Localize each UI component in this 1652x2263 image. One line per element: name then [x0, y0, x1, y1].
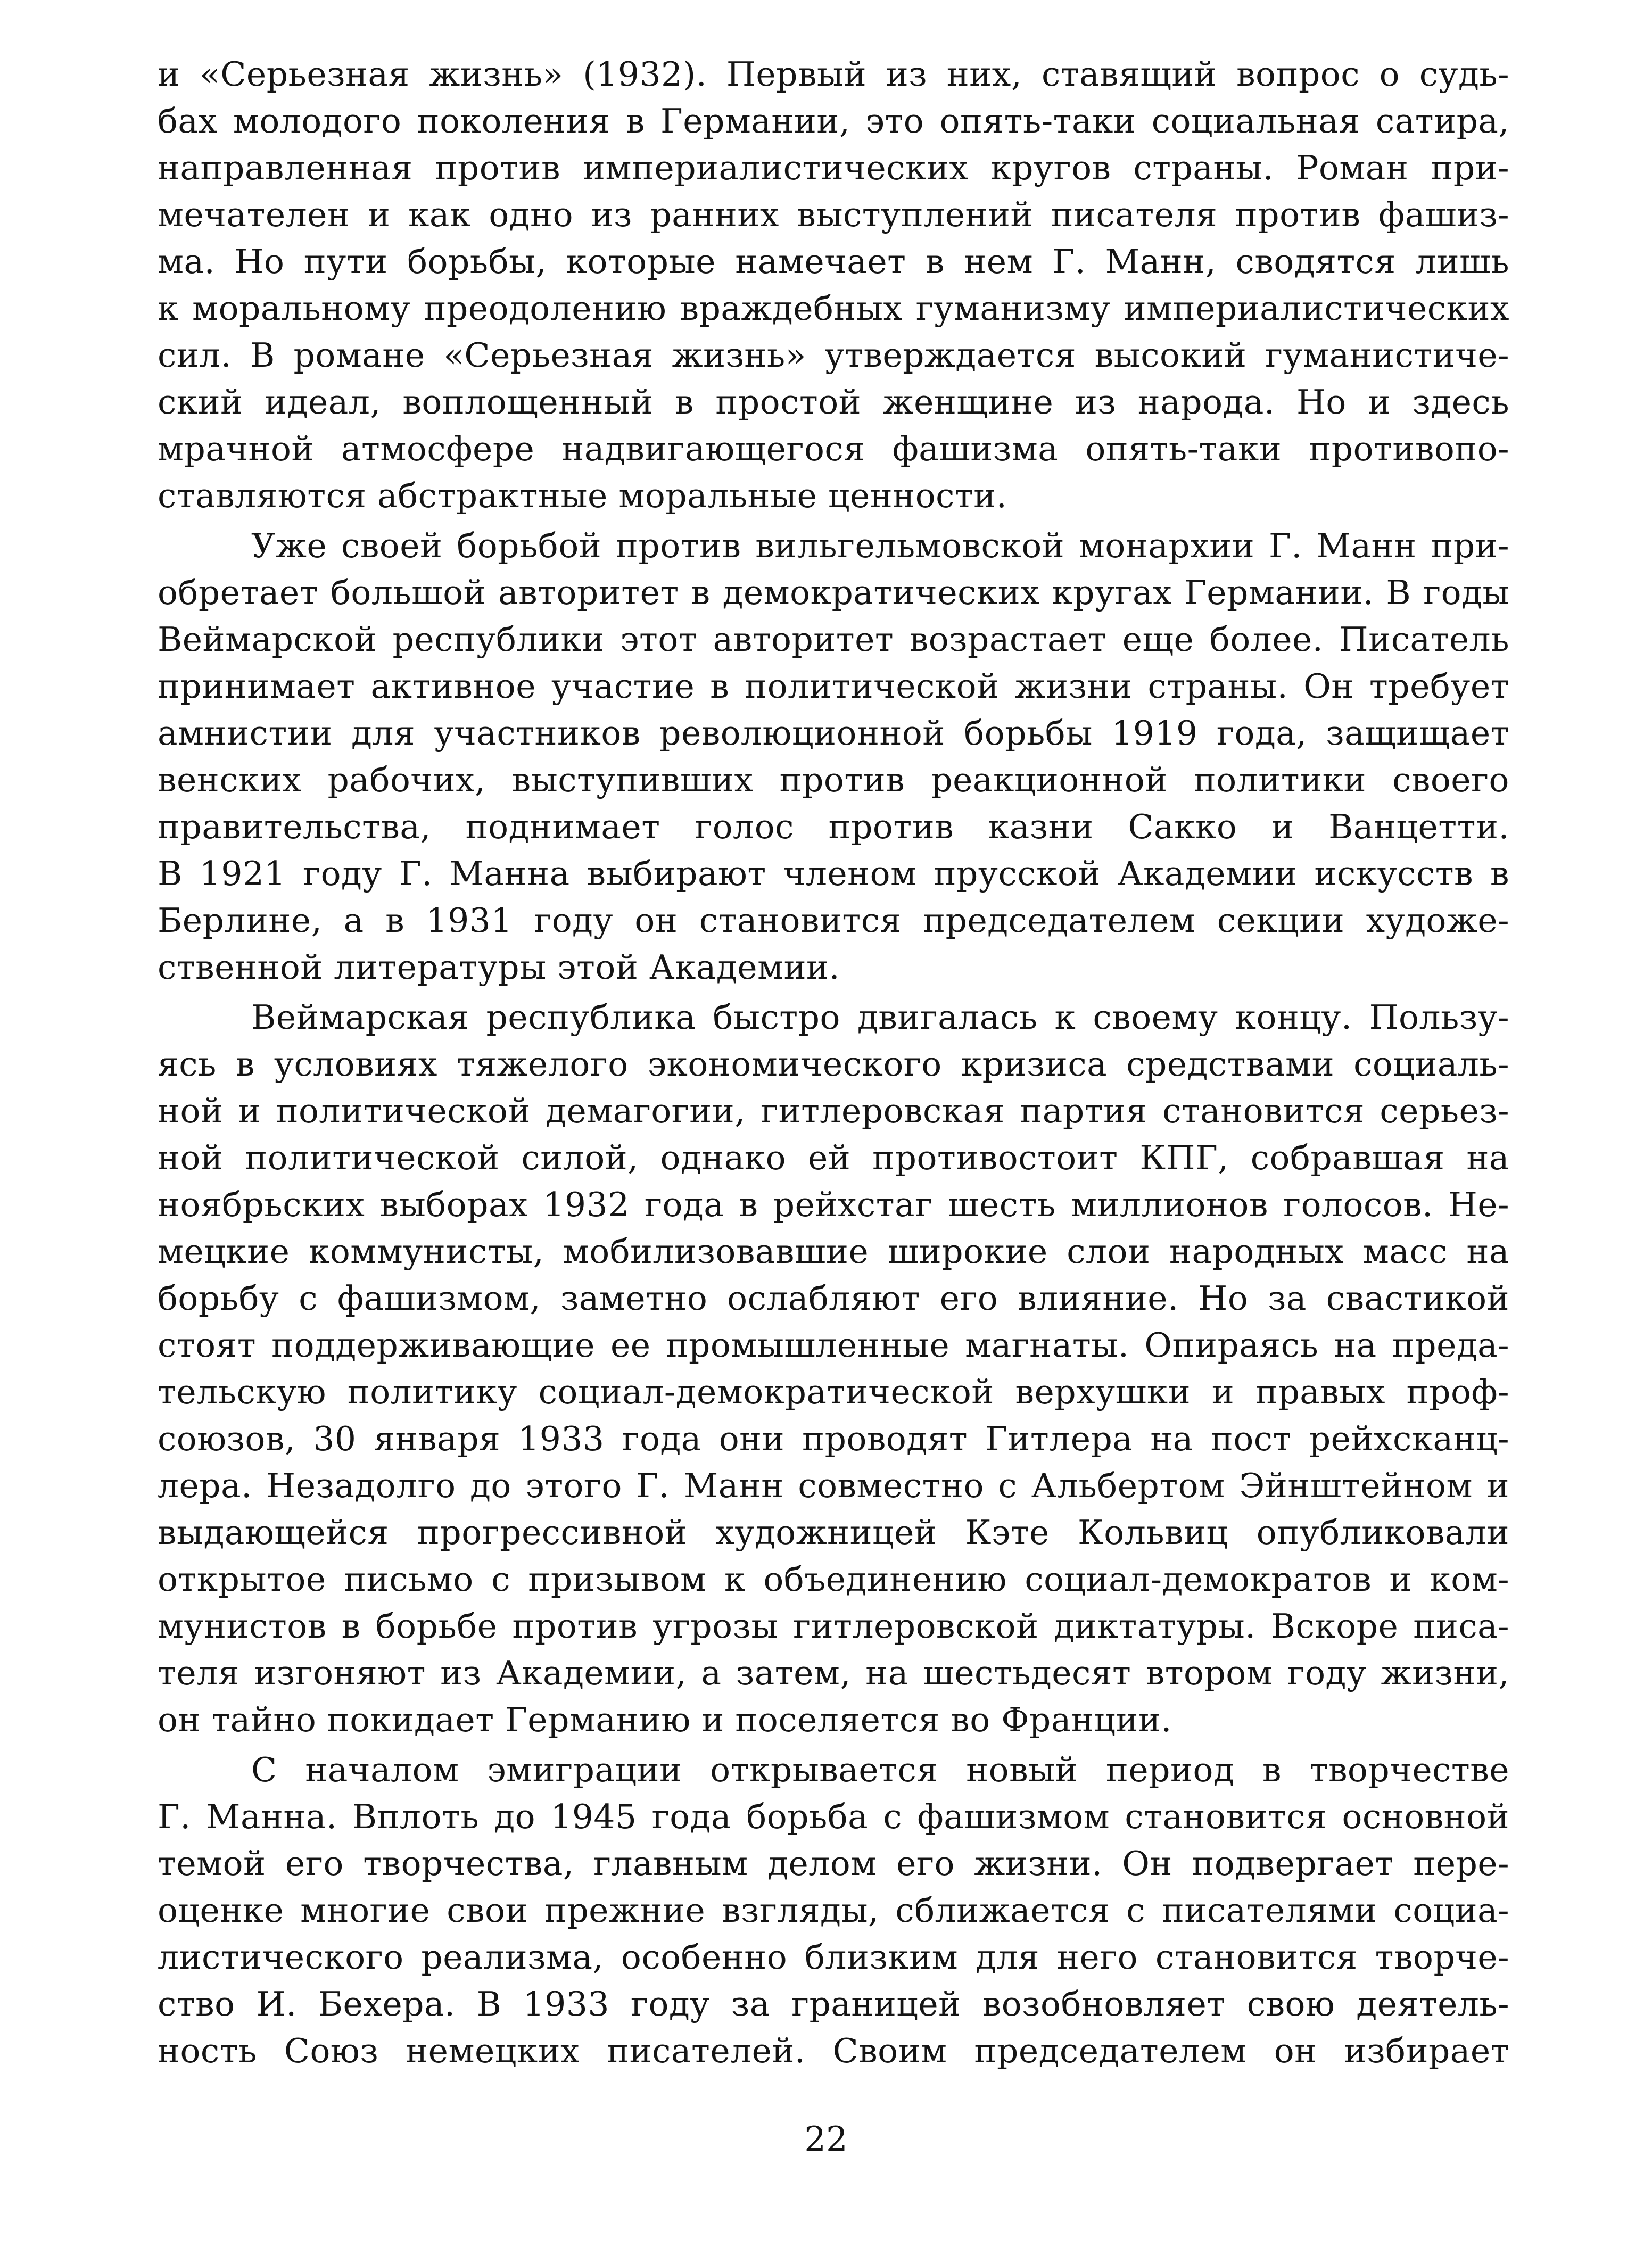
- text-line: ноябрьских выборах 1932 года в рейхстаг шесть миллионов голосов. Не-: [158, 1185, 1509, 1224]
- text-line: он тайно покидает Германию и поселяется во Франции.: [158, 1700, 1172, 1739]
- text-line: выдающейся прогрессивной художницей Кэте Кольвиц опубликовали: [158, 1513, 1509, 1552]
- text-line: обретает большой авторитет в демократических кругах Германии. В годы: [158, 573, 1509, 612]
- text-line: бах молодого поколения в Германии, это опять-таки социальная сатира,: [158, 102, 1509, 141]
- text-line: темой его творчества, главным делом его жизни. Он подвергает пере-: [158, 1844, 1509, 1883]
- text-line: ной и политической демагогии, гитлеровская партия становится серьез-: [158, 1092, 1509, 1130]
- text-line: и «Серьезная жизнь» (1932). Первый из них, ставящий вопрос о судь-: [158, 55, 1509, 94]
- paragraph-3: [158, 994, 1509, 1744]
- text-line: ство И. Бехера. В 1933 году за границей возобновляет свою деятель-: [158, 1985, 1509, 2024]
- text-line: амнистии для участников революционной борьбы 1919 года, защищает: [158, 714, 1509, 753]
- text-line: мунистов в борьбе против угрозы гитлеровской диктатуры. Вскоре писа-: [158, 1607, 1509, 1646]
- text-line: Веймарская республика быстро двигалась к своему концу. Пользу-: [251, 998, 1509, 1037]
- text-line: мрачной атмосфере надвигающегося фашизма опять-таки противопо-: [158, 430, 1509, 468]
- text-line: борьбу с фашизмом, заметно ослабляют его влияние. Но за свастикой: [158, 1279, 1509, 1318]
- text-line: союзов, 30 января 1933 года они проводят Гитлера на пост рейхсканц-: [158, 1419, 1509, 1458]
- paragraph-4: [158, 1747, 1509, 2075]
- text-line: лера. Незадолго до этого Г. Манн совместно с Альбертом Эйнштейном и: [158, 1466, 1509, 1505]
- text-line: С началом эмиграции открывается новый период в творчестве: [251, 1750, 1509, 1789]
- text-line: Г. Манна. Вплоть до 1945 года борьба с фашизмом становится основной: [158, 1797, 1509, 1836]
- body-text: [158, 51, 1509, 2078]
- text-line: венских рабочих, выступивших против реакционной политики своего: [158, 761, 1509, 799]
- text-line: Берлине, а в 1931 году он становится председателем секции художе-: [158, 901, 1509, 940]
- text-line: ственной литературы этой Академии.: [158, 948, 840, 987]
- text-line: теля изгоняют из Академии, а затем, на шестьдесят втором году жизни,: [158, 1654, 1509, 1692]
- page-number: 22: [804, 2120, 848, 2159]
- text-line: к моральному преодолению враждебных гуманизму империалистических: [158, 289, 1509, 328]
- paragraph-2: [158, 523, 1509, 991]
- text-line: Уже своей борьбой против вильгельмовской монархии Г. Манн при-: [251, 526, 1509, 565]
- text-line: листического реализма, особенно близким для него становится творче-: [158, 1938, 1509, 1977]
- text-line: правительства, поднимает голос против казни Сакко и Ванцетти.: [158, 807, 1509, 846]
- text-line: ставляются абстрактные моральные ценности.: [158, 476, 1007, 515]
- paragraph-1: [158, 51, 1509, 519]
- text-line: мечателен и как одно из ранних выступлений писателя против фашиз-: [158, 195, 1509, 234]
- text-line: мецкие коммунисты, мобилизовавшие широкие слои народных масс на: [158, 1232, 1509, 1271]
- text-line: ский идеал, воплощенный в простой женщине из народа. Но и здесь: [158, 383, 1509, 422]
- text-line: ясь в условиях тяжелого экономического кризиса средствами социаль-: [158, 1045, 1509, 1084]
- text-line: направленная против империалистических кругов страны. Роман при-: [158, 148, 1509, 187]
- text-line: стоят поддерживающие ее промышленные магнаты. Опираясь на преда-: [158, 1326, 1509, 1365]
- text-line: Веймарской республики этот авторитет возрастает еще более. Писатель: [158, 620, 1509, 659]
- text-line: ность Союз немецких писателей. Своим председателем он избирает: [158, 2031, 1509, 2070]
- text-line: оценке многие свои прежние взгляды, сближается с писателями социа-: [158, 1891, 1509, 1930]
- text-line: принимает активное участие в политической жизни страны. Он требует: [158, 667, 1509, 706]
- text-line: открытое письмо с призывом к объединению социал-демократов и ком-: [158, 1560, 1509, 1599]
- text-line: В 1921 году Г. Манна выбирают членом прусской Академии искусств в: [158, 854, 1509, 893]
- text-line: ма. Но пути борьбы, которые намечает в нем Г. Манн, сводятся лишь: [158, 242, 1509, 281]
- text-line: ной политической силой, однако ей противостоит КПГ, собравшая на: [158, 1138, 1509, 1177]
- text-line: сил. В романе «Серьезная жизнь» утверждается высокий гуманистиче-: [158, 336, 1509, 375]
- text-line: тельскую политику социал-демократической верхушки и правых проф-: [158, 1373, 1509, 1411]
